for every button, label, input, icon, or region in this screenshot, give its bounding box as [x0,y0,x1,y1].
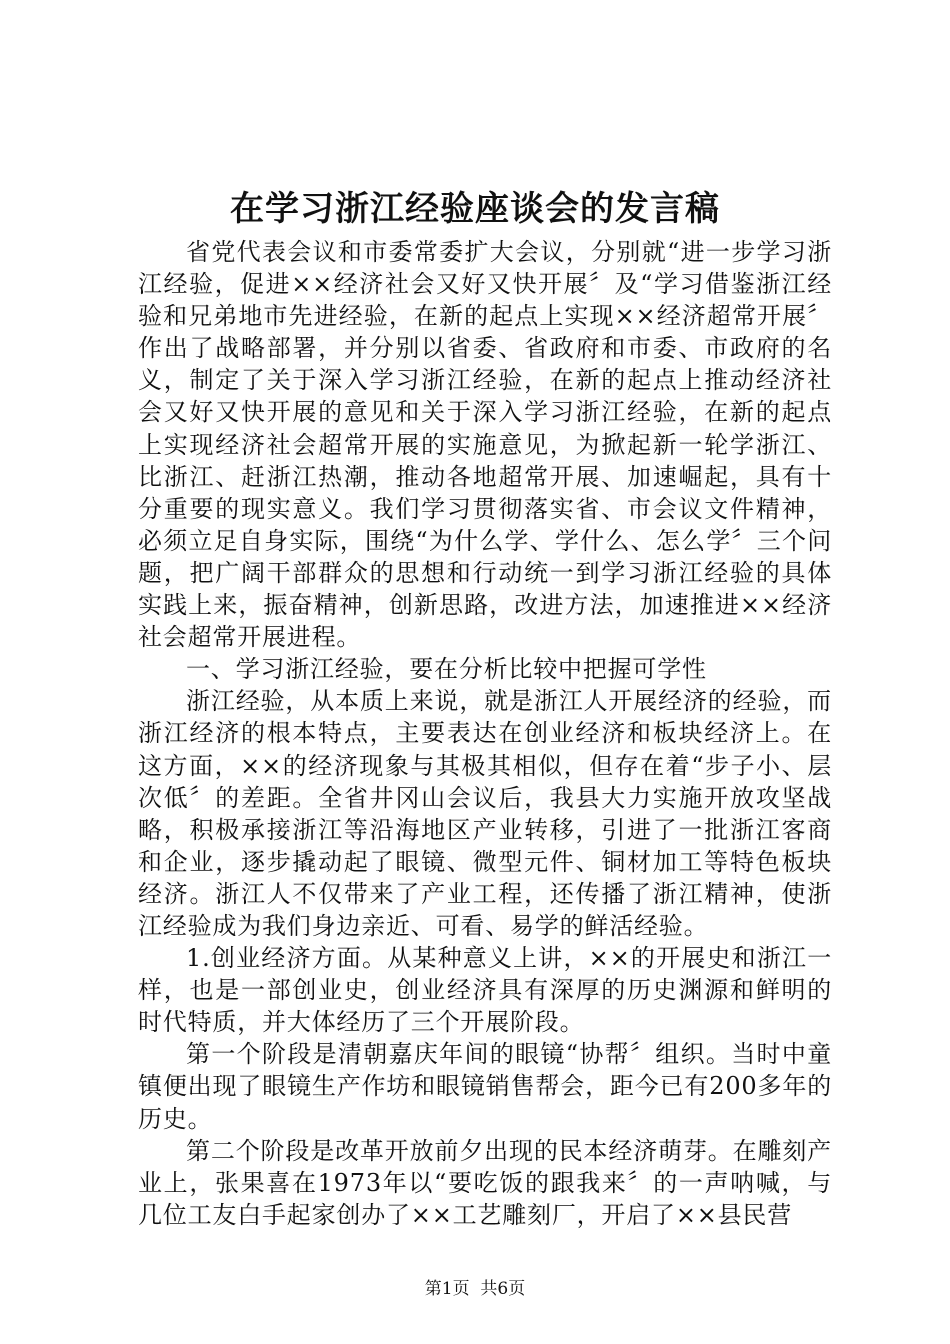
paragraph-section-1: 浙江经验，从本质上来说，就是浙江人开展经济的经验，而浙江经济的根本特点，主要表达在创业经济和板块经济上。在这方面，××的经济现象与其极其相似，但存在着“步子小、层次低〞的差距。全省井冈山会议后，我县大力实施开放攻坚战略，积极承接浙江等沿海地区产业转移，引进了一批浙江客商和企业，逐步撬动起了眼镜、微型元件、铜材加工等特色板块经济。浙江人不仅带来了产业工程，还传播了浙江精神，使浙江经验成为我们身边亲近、可看、易学的鲜活经验。 [138,687,832,940]
paragraph-intro: 省党代表会议和市委常委扩大会议，分别就“进一步学习浙江经验，促进××经济社会又好又快开展〞及“学习借鉴浙江经验和兄弟地市先进经验，在新的起点上实现××经济超常开展〞作出了战略部署，并分别以省委、省政府和市委、市政府的名义，制定了关于深入学习浙江经验，在新的起点上推动经济社会又好又快开展的意见和关于深入学习浙江经验，在新的起点上实现经济社会超常开展的实施意见，为掀起新一轮学浙江、比浙江、赶浙江热潮，推动各地超常开展、加速崛起，具有十分重要的现实意义。我们学习贯彻落实省、市会议文件精神，必须立足自身实际，围绕“为什么学、学什么、怎么学〞三个问题，把广阔干部群众的思想和行动统一到学习浙江经验的具体实践上来，振奋精神，创新思路，改进方法，加速推进××经济社会超常开展进程。 [138,238,832,652]
section-heading-1: 一、学习浙江经验，要在分析比较中把握可学性 [186,655,707,684]
paragraph-stage-1: 第一个阶段是清朝嘉庆年间的眼镜“协帮〞组织。当时中童镇便出现了眼镜生产作坊和眼镜销售帮会，距今已有200多年的历史。 [138,1040,832,1133]
paragraph-item-1: 1.创业经济方面。从某种意义上讲，××的开展史和浙江一样，也是一部创业史，创业经济具有深厚的历史渊源和鲜明的时代特质，并大体经历了三个开展阶段。 [138,944,832,1037]
page-total: 共6页 [480,1279,526,1299]
paragraph-stage-2: 第二个阶段是改革开放前夕出现的民本经济萌芽。在雕刻产业上，张果喜在1973年以“要吃饭的跟我来〞的一声呐喊，与几位工友白手起家创办了××工艺雕刻厂，开启了××县民营 [138,1136,832,1229]
page-footer [0,1278,950,1300]
document-body [138,236,832,1231]
page-number: 第1页 [424,1279,470,1299]
document-title: 在学习浙江经验座谈会的发言稿 [230,189,720,229]
